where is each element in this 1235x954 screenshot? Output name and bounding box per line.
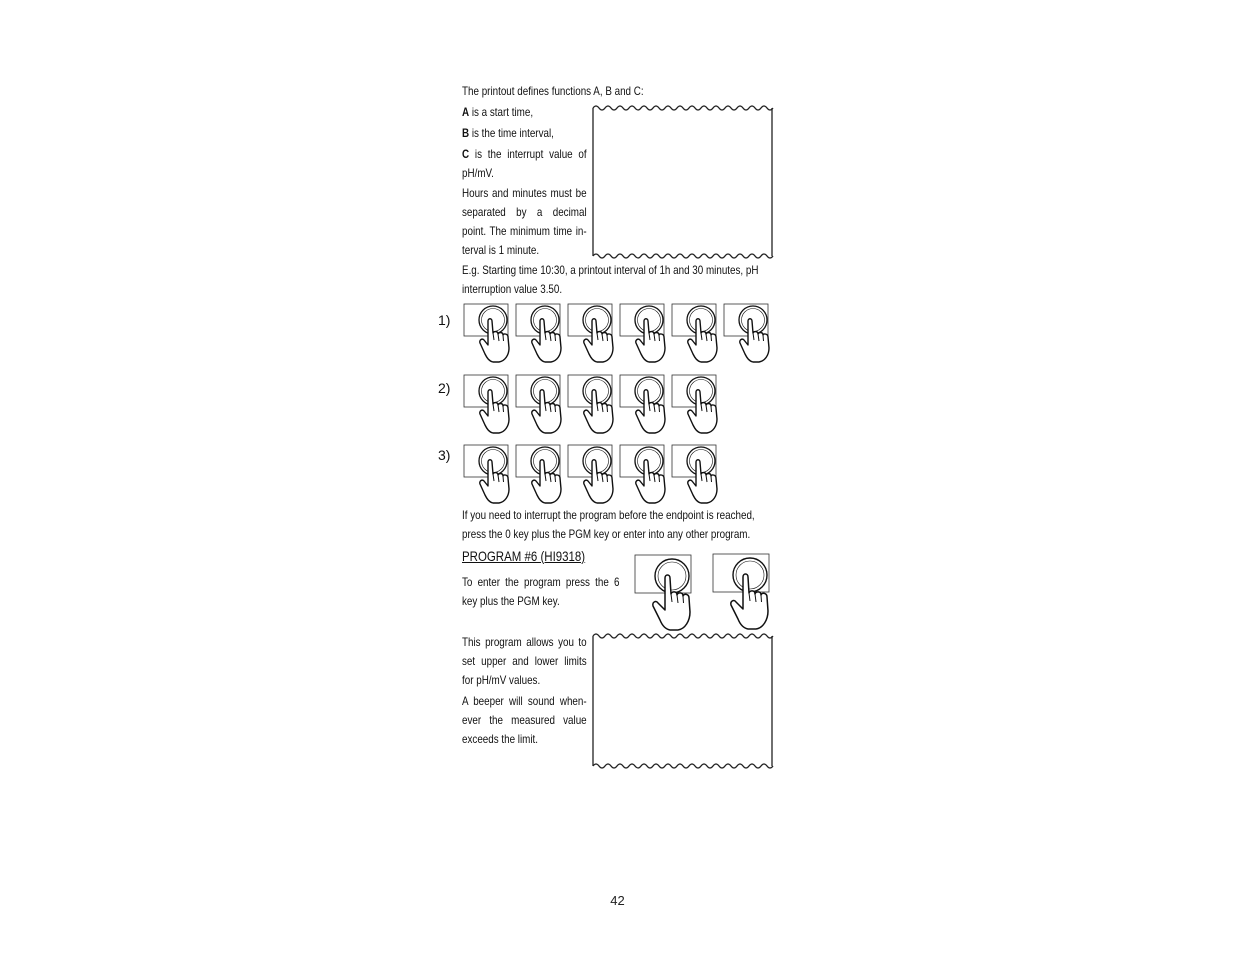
step-1-label: 1) — [438, 312, 451, 328]
step-3-label: 3) — [438, 447, 451, 463]
hours-note-line-1: Hours and minutes must be — [462, 186, 587, 200]
key-press-icon[interactable] — [463, 444, 515, 506]
step-2-label: 2) — [438, 380, 451, 396]
key-press-icon[interactable] — [463, 303, 515, 365]
hours-note-line-2: separated by a decimal — [462, 205, 587, 219]
example-line-2: interruption value 3.50. — [462, 282, 563, 296]
key-press-icon[interactable] — [515, 303, 567, 365]
key-press-icon[interactable] — [671, 374, 723, 436]
function-c-line — [462, 145, 587, 164]
key-6-press-icon[interactable] — [634, 554, 692, 640]
function-a-text: is a start time, — [469, 105, 534, 119]
program-6-beeper-line-1: A beeper will sound when- — [462, 694, 587, 708]
function-a-line — [462, 103, 533, 122]
key-press-icon[interactable] — [567, 374, 619, 436]
function-a-letter: A — [462, 105, 470, 119]
step-2-keys — [463, 374, 723, 436]
page-number: 42 — [610, 893, 625, 908]
step-1-keys — [463, 303, 775, 365]
program-6-allows-line-2: set upper and lower limits — [462, 654, 587, 668]
program-6-beeper-line-2: ever the measured value — [462, 713, 587, 727]
function-c-letter: C — [462, 147, 470, 161]
function-b-letter: B — [462, 126, 470, 140]
program-6-enter-line-2: key plus the PGM key. — [462, 594, 560, 608]
key-press-icon[interactable] — [463, 374, 515, 436]
step-3-keys — [463, 444, 723, 506]
key-press-icon[interactable] — [619, 374, 671, 436]
key-press-icon[interactable] — [723, 303, 775, 365]
key-press-icon[interactable] — [515, 374, 567, 436]
pgm-key-press-icon[interactable] — [710, 553, 772, 639]
program-6-allows-line-1: This program allows you to — [462, 635, 587, 649]
program-6-heading: PROGRAM #6 (HI9318) — [462, 548, 586, 564]
hours-note-line-3: point. The minimum time in- — [462, 224, 587, 238]
printout-paper-2 — [592, 632, 774, 770]
interrupt-line-1: If you need to interrupt the program before the endpoint is reached, — [462, 508, 755, 522]
printout-intro: The printout defines functions A, B and C: — [462, 84, 644, 98]
printout-paper-1 — [592, 104, 774, 260]
program-6-enter-line-1: To enter the program press the 6 — [462, 575, 620, 589]
hours-note-line-4: terval is 1 minute. — [462, 243, 540, 257]
key-press-icon[interactable] — [567, 444, 619, 506]
program-6-beeper-line-3: exceeds the limit. — [462, 732, 539, 746]
example-line-1: E.g. Starting time 10:30, a printout interval of 1h and 30 minutes, pH — [462, 263, 759, 277]
key-press-icon[interactable] — [619, 303, 671, 365]
interrupt-line-2: press the 0 key plus the PGM key or enter into any other program. — [462, 527, 751, 541]
function-b-line — [462, 124, 554, 143]
key-press-icon[interactable] — [515, 444, 567, 506]
key-press-icon[interactable] — [671, 444, 723, 506]
key-press-icon[interactable] — [619, 444, 671, 506]
function-c-text: is the interrupt value of — [474, 147, 587, 161]
function-b-text: is the time interval, — [469, 126, 554, 140]
key-press-icon[interactable] — [567, 303, 619, 365]
program-6-allows-line-3: for pH/mV values. — [462, 673, 541, 687]
function-c-line-2: pH/mV. — [462, 166, 494, 180]
key-press-icon[interactable] — [671, 303, 723, 365]
